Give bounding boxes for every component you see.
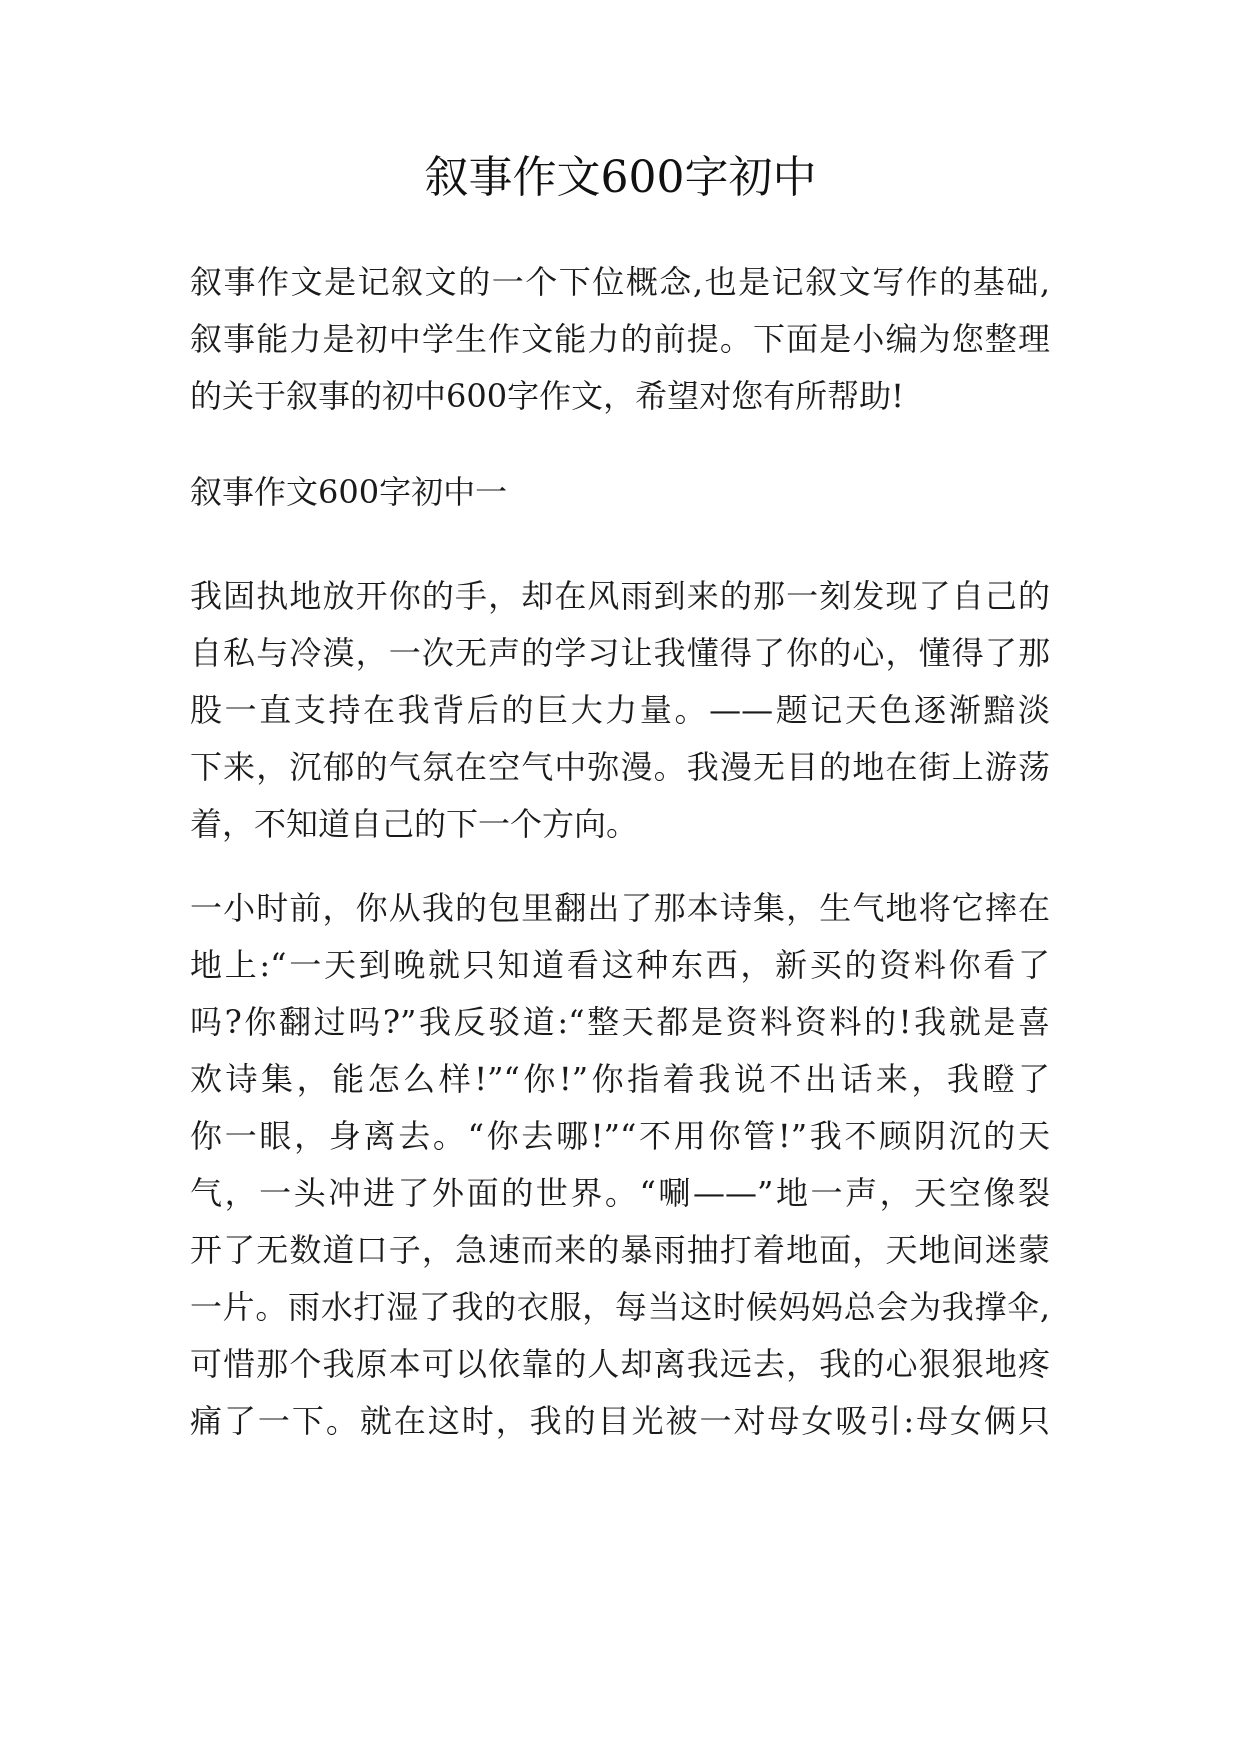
paragraph-line: 我固执地放开你的手，却在风雨到来的那一刻发现了自己的 bbox=[190, 577, 1050, 615]
document-title: 叙事作文600字初中 bbox=[424, 152, 817, 203]
paragraph-1 bbox=[190, 568, 1050, 853]
paragraph-line: 股一直支持在我背后的巨大力量。——题记天色逐渐黯淡 bbox=[190, 691, 1050, 729]
paragraph-line: 着，不知道自己的下一个方向。 bbox=[190, 805, 639, 843]
paragraph-line: 气，一头冲进了外面的世界。“唰——”地一声，天空像裂 bbox=[190, 1174, 1050, 1212]
paragraph-line: 自私与冷漠，一次无声的学习让我懂得了你的心，懂得了那 bbox=[190, 634, 1050, 672]
intro-line: 叙事作文是记叙文的一个下位概念,也是记叙文写作的基础, bbox=[190, 263, 1050, 301]
paragraph-line: 一小时前，你从我的包里翻出了那本诗集，生气地将它摔在 bbox=[190, 889, 1050, 927]
paragraph-line: 一片。雨水打湿了我的衣服，每当这时候妈妈总会为我撑伞, bbox=[190, 1288, 1050, 1326]
paragraph-line: 欢诗集，能怎么样!”“你!”你指着我说不出话来，我瞪了 bbox=[190, 1060, 1050, 1098]
section-heading-block bbox=[190, 464, 1050, 521]
paragraph-line: 你一眼，身离去。“你去哪!”“不用你管!”我不顾阴沉的天 bbox=[190, 1117, 1050, 1155]
intro-paragraph bbox=[190, 254, 1050, 425]
paragraph-line: 下来，沉郁的气氛在空气中弥漫。我漫无目的地在街上游荡 bbox=[190, 748, 1050, 786]
section-heading: 叙事作文600字初中一 bbox=[190, 473, 508, 511]
intro-line: 的关于叙事的初中600字作文，希望对您有所帮助! bbox=[190, 377, 904, 415]
paragraph-line: 可惜那个我原本可以依靠的人却离我远去，我的心狠狠地疼 bbox=[190, 1345, 1050, 1383]
paragraph-line: 吗?你翻过吗?”我反驳道:“整天都是资料资料的!我就是喜 bbox=[190, 1003, 1050, 1041]
paragraph-2 bbox=[190, 880, 1050, 1450]
paragraph-line: 痛了一下。就在这时，我的目光被一对母女吸引:母女俩只 bbox=[190, 1402, 1050, 1440]
paragraph-line: 开了无数道口子，急速而来的暴雨抽打着地面，天地间迷蒙 bbox=[190, 1231, 1050, 1269]
paragraph-line: 地上:“一天到晚就只知道看这种东西，新买的资料你看了 bbox=[190, 946, 1050, 984]
intro-line: 叙事能力是初中学生作文能力的前提。下面是小编为您整理 bbox=[190, 320, 1050, 358]
